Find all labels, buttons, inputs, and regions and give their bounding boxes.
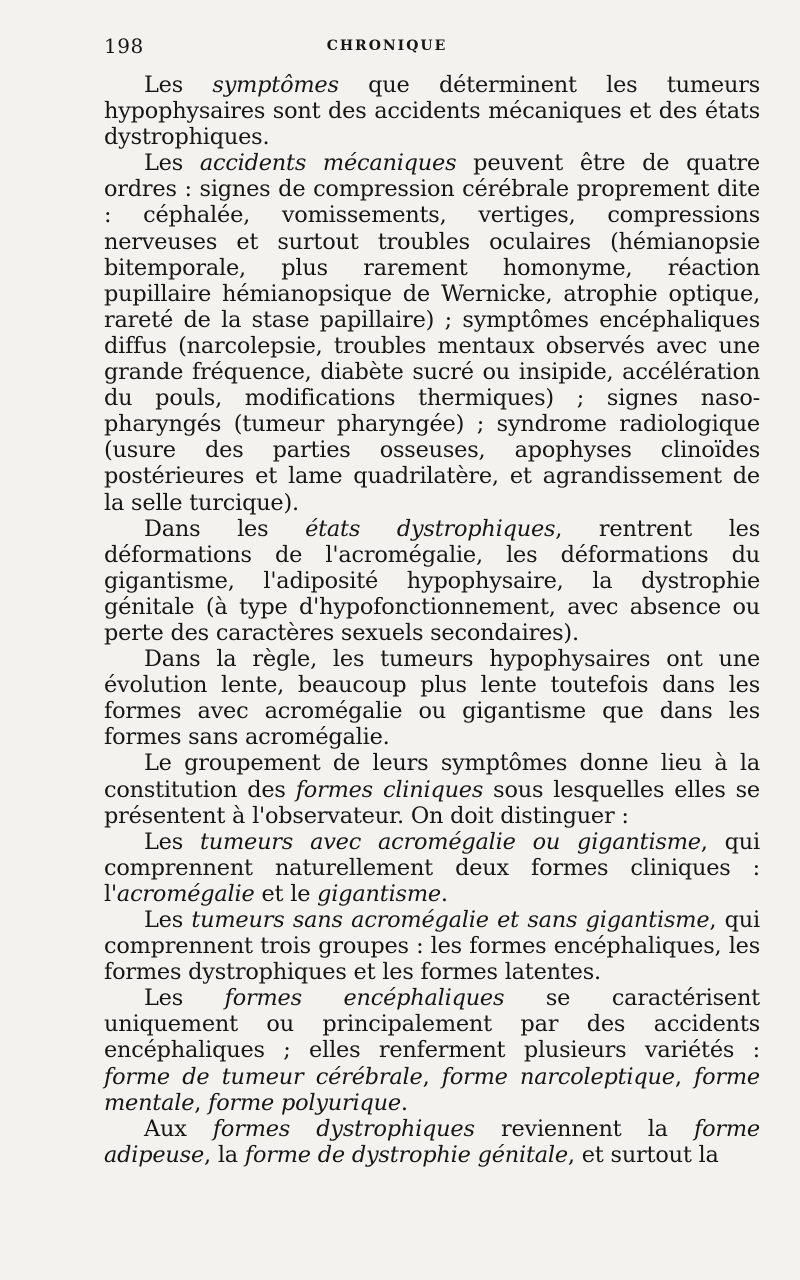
- emphasis-text: forme narcoleptique: [441, 1063, 675, 1090]
- paragraph: Le groupement de leurs symptômes donne lieu à la constitution des formes cliniques sous lesquelles elles se présentent à l'observateur. On doit distinguer :: [104, 750, 760, 829]
- paragraph: Aux formes dystrophiques reviennent la forme adipeuse, la forme de dystrophie génitale, et surtout la: [104, 1115, 760, 1168]
- emphasis-text: acromégalie: [116, 880, 255, 907]
- paragraph: Les symptômes que déterminent les tumeurs hypophysaires sont des accidents mécaniques et des états dystrophiques.: [104, 72, 760, 151]
- running-head: CHRONIQUE: [326, 38, 448, 54]
- emphasis-text: tumeurs sans acromégalie et sans gigantisme: [191, 907, 710, 933]
- emphasis-text: formes encéphaliques: [224, 985, 505, 1012]
- emphasis-text: formes cliniques: [295, 776, 484, 803]
- emphasis-text: forme adipeuse: [104, 1115, 760, 1168]
- page-number: 198: [104, 34, 144, 58]
- paragraph: Les tumeurs sans acromégalie et sans gigantisme, qui comprennent trois groupes : les formes encéphaliques, les formes dystrophiques et les formes latentes.: [104, 907, 760, 986]
- body-text: [104, 72, 760, 1168]
- page-header: [104, 34, 764, 58]
- emphasis-text: états dystrophiques: [305, 515, 556, 542]
- emphasis-text: forme de tumeur cérébrale: [104, 1063, 423, 1090]
- emphasis-text: accidents mécaniques: [199, 150, 457, 177]
- emphasis-text: forme mentale: [104, 1063, 760, 1116]
- emphasis-text: symptômes: [212, 72, 339, 98]
- emphasis-text: gigantisme: [317, 880, 441, 907]
- emphasis-text: formes dystrophiques: [212, 1115, 475, 1142]
- emphasis-text: forme polyurique: [208, 1089, 401, 1116]
- paragraph: Dans les états dystrophiques, rentrent les déformations de l'acromégalie, les déformations du gigantisme, l'adiposité hypophysaire, la dystrophie génitale (à type d'hypofonctionnement, avec absence ou perte des caractères sexuels secondaires).: [104, 515, 761, 646]
- emphasis-text: forme de dystrophie génitale: [244, 1141, 568, 1168]
- paragraph: Les accidents mécaniques peuvent être de quatre ordres : signes de compression cérébrale proprement dite : céphalée, vomissements, vertiges, compressions nerveuses et surtout troubles oculaires (hémianopsie bitemporale, plus rarement homonyme, réaction pupillaire hémianopsique de Wernicke, atrophie optique, rareté de la stase papillaire) ; symptômes encéphaliques diffus (narcolepsie, troubles mentaux observés avec une grande fréquence, diabète sucré ou insipide, accélération du pouls, modifications thermiques) ; signes naso-pharyngés (tumeur pharyngée) ; syndrome radiologique (usure des parties osseuses, apophyses clinoïdes postérieures et lame quadrilatère, et agrandissement de la selle turcique).: [104, 150, 760, 516]
- paragraph: Les tumeurs avec acromégalie ou gigantisme, qui comprennent naturellement deux formes cliniques : l'acromégalie et le gigantisme.: [104, 828, 760, 907]
- emphasis-text: tumeurs avec acromégalie ou gigantisme: [199, 828, 701, 855]
- paragraph: Dans la règle, les tumeurs hypophysaires ont une évolution lente, beaucoup plus lente toutefois dans les formes avec acromégalie ou gigantisme que dans les formes sans acromégalie.: [104, 646, 760, 751]
- paragraph: Les formes encéphaliques se caractérisent uniquement ou principalement par des accidents encéphaliques ; elles renferment plusieurs variétés : forme de tumeur cérébrale, forme narcoleptique, forme mentale, forme polyurique.: [104, 985, 760, 1116]
